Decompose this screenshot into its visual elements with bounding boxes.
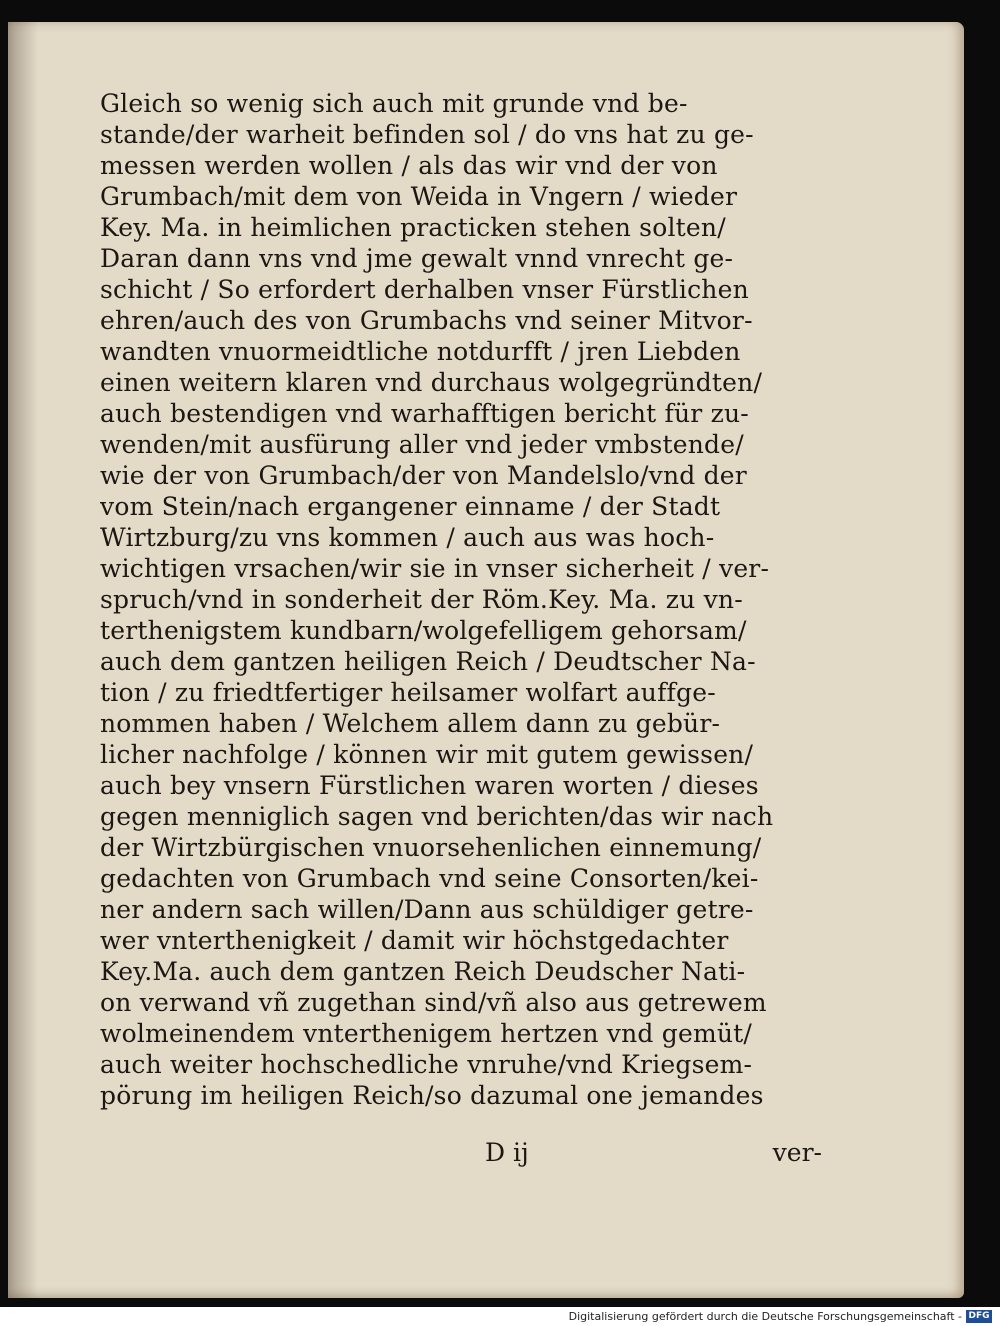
text-line: auch weiter hochschedliche vnruhe/vnd Kriegsem- — [100, 1050, 753, 1079]
text-line: Daran dann vns vnd jme gewalt vnnd vnrecht ge- — [100, 244, 734, 273]
text-line: wolmeinendem vnterthenigem hertzen vnd gemüt/ — [100, 1019, 753, 1048]
text-line: Grumbach/mit dem von Weida in Vngern / wieder — [100, 182, 738, 211]
catchword: ver- — [772, 1138, 822, 1167]
digitization-credit: Digitalisierung gefördert durch die Deutsche Forschungsgemeinschaft - — [568, 1310, 962, 1323]
text-line: Wirtzburg/zu vns kommen / auch aus was hoch- — [100, 523, 715, 552]
signature-mark: D ij — [485, 1138, 529, 1167]
text-line: wandten vnuormeidtliche notdurfft / jren Liebden — [100, 337, 741, 366]
text-line: on verwand vñ zugethan sind/vñ also aus getrewem — [100, 988, 767, 1017]
text-line: schicht / So erfordert derhalben vnser Fürstlichen — [100, 275, 749, 304]
text-line: ner andern sach willen/Dann aus schüldiger getre- — [100, 895, 754, 924]
text-line: terthenigstem kundbarn/wolgefelligem gehorsam/ — [100, 616, 747, 645]
text-line: nommen haben / Welchem allem dann zu gebür- — [100, 709, 721, 738]
text-line: pörung im heiligen Reich/so dazumal one jemandes — [100, 1081, 764, 1110]
text-line: auch dem gantzen heiligen Reich / Deudtscher Na- — [100, 647, 756, 676]
page-footer — [92, 1138, 822, 1172]
text-line: auch bestendigen vnd warhafftigen bericht für zu- — [100, 399, 749, 428]
text-line: auch bey vnsern Fürstlichen waren worten / dieses — [100, 771, 759, 800]
dfg-logo-icon: DFG — [966, 1310, 992, 1323]
text-line: wichtigen vrsachen/wir sie in vnser sicherheit / ver- — [100, 554, 770, 583]
page-gutter-shadow — [8, 22, 38, 1298]
text-line: vom Stein/nach ergangener einname / der Stadt — [100, 492, 721, 521]
text-line: einen weitern klaren vnd durchaus wolgegründten/ — [100, 368, 763, 397]
text-line: licher nachfolge / können wir mit gutem gewissen/ — [100, 740, 754, 769]
text-line: wie der von Grumbach/der von Mandelslo/vnd der — [100, 461, 747, 490]
text-line: stande/der warheit befinden sol / do vns hat zu ge- — [100, 120, 754, 149]
text-line: gegen menniglich sagen vnd berichten/das wir nach — [100, 802, 774, 831]
text-line: gedachten von Grumbach vnd seine Consorten/kei- — [100, 864, 759, 893]
text-line: messen werden wollen / als das wir vnd der von — [100, 151, 718, 180]
text-line: Key. Ma. in heimlichen practicken stehen solten/ — [100, 213, 726, 242]
text-line: wenden/mit ausfürung aller vnd jeder vmbstende/ — [100, 430, 744, 459]
text-line: ehren/auch des von Grumbachs vnd seiner Mitvor- — [100, 306, 753, 335]
book-page — [8, 22, 964, 1298]
text-line: wer vnterthenigkeit / damit wir höchstgedachter — [100, 926, 729, 955]
body-text — [100, 88, 830, 1111]
text-line: tion / zu friedtfertiger heilsamer wolfart auffge- — [100, 678, 716, 707]
text-line: der Wirtzbürgischen vnuorsehenlichen einnemung/ — [100, 833, 762, 862]
text-line: Key.Ma. auch dem gantzen Reich Deudscher Nati- — [100, 957, 746, 986]
text-line: Gleich so wenig sich auch mit grunde vnd be- — [100, 89, 688, 118]
text-line: spruch/vnd in sonderheit der Röm.Key. Ma. zu vn- — [100, 585, 743, 614]
